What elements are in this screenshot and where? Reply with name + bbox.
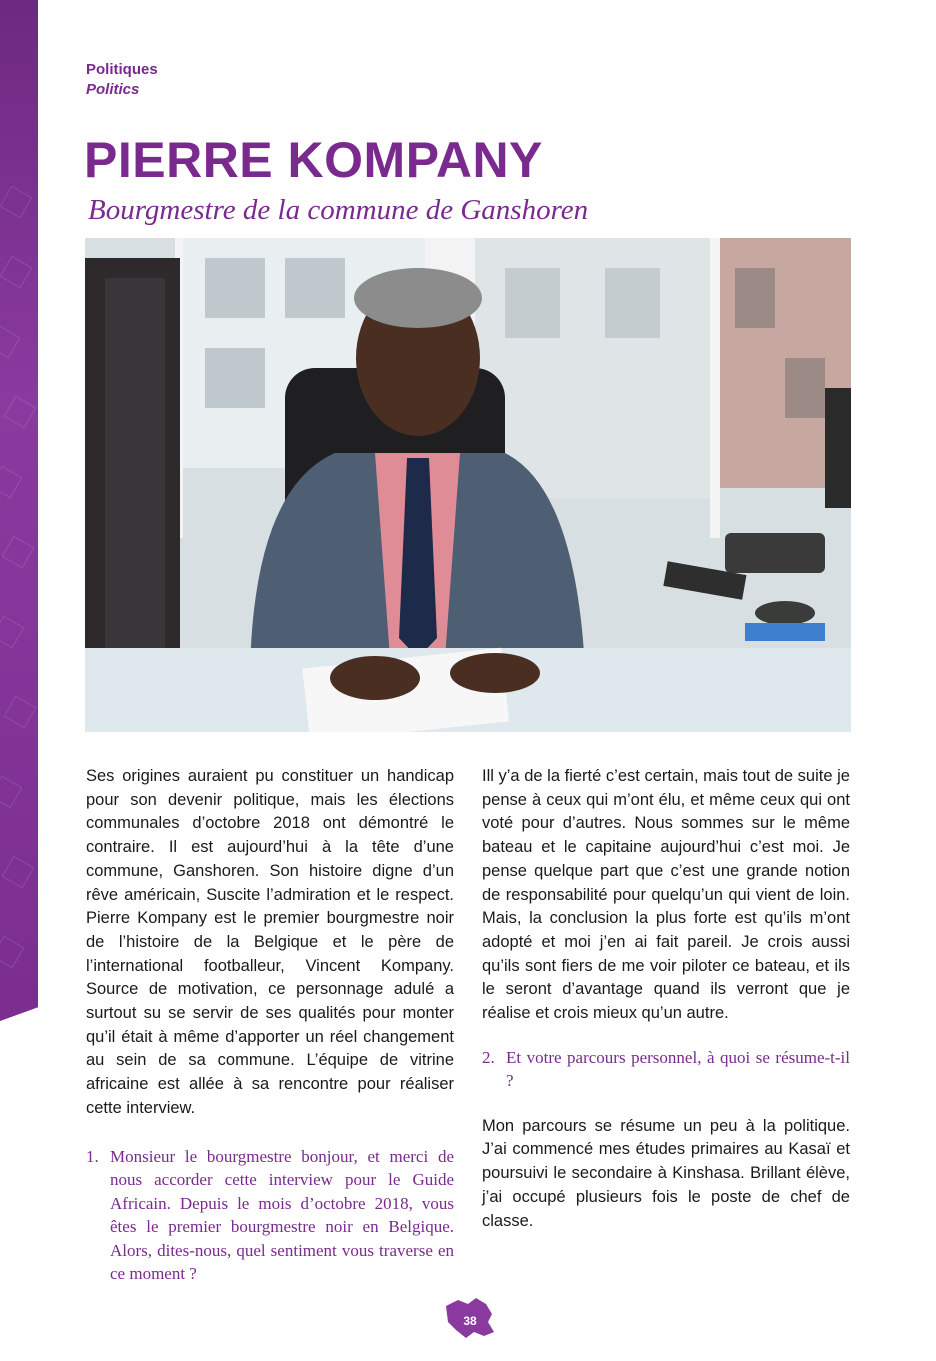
intro-paragraph: Ses origines auraient pu constituer un handicap pour son devenir politique, mais les élections communales d’octobre 2018 ont démontré le contraire. Il est aujourd’hui à la tête d’une commune, Ganshoren. Son histoire digne d’un rêve américain, Suscite l’admiration et le respect. Pierre Kompany est le premier bourgmestre noir de l’histoire de la Belgique et le père de l’international footballeur, Vincent Kompany. Source de motivation, ce personnage adulé a surtout su se servir de ses qualités pour monter qu’il était à même d’apporter un réel changement au sein de sa commune. L’équipe de vitrine africaine est allée à sa rencontre pour réaliser cette interview. [86, 767, 454, 1117]
section-label-en: Politics [86, 81, 140, 98]
decorative-side-band [0, 0, 38, 1005]
section-label-fr: Politiques [86, 61, 158, 78]
page-number-badge [440, 1292, 500, 1342]
question-2-number: 2. [482, 1047, 495, 1067]
question-1-text: Monsieur le bourgmestre bonjour, et merci de nous accorder cette interview pour le Guide Africain. Depuis le mois d’octobre 2018, vous êtes le premier bourgmestre noir en Belgique. Alors, dites-nous, quel sentiment vous traverse en ce moment ? [110, 1146, 454, 1284]
left-column [86, 765, 454, 1286]
article-title: PIERRE KOMPANY [84, 132, 543, 188]
question-1 [86, 1145, 454, 1286]
portrait-photo-icon [85, 238, 851, 732]
portrait-photo [85, 238, 851, 732]
answer-2-paragraph: Mon parcours se résume un peu à la politique. J’ai commencé mes études primaires au Kasaï et poursuivi le secondaire à Kinshasa. Brillant élève, j’ai occupé plusieurs fois le poste de chef de classe. [482, 1116, 850, 1230]
question-2 [482, 1046, 850, 1093]
section-label [86, 60, 158, 100]
question-2-text: Et votre parcours personnel, à quoi se résume-t-il ? [506, 1047, 850, 1091]
hexagon-pattern [0, 0, 38, 1005]
article-subtitle: Bourgmestre de la commune de Ganshoren [88, 194, 589, 226]
answer-1-paragraph: Ill y’a de la fierté c’est certain, mais tout de suite je pense à ceux qui m’ont élu, et même ceux qui ont voté pour d’autres. Nous sommes sur le même bateau et le capitaine aujourd’hui c’est moi. Je pense quelque part que c’est une grande notion de responsabilité pour quelqu’un qui vient de loin. Mais, la conclusion la plus forte est qu’ils m’ont adopté et moi j’en ai fait pareil. Je crois aussi qu’ils sont fiers de me voir piloter ce bateau, et ils le seront d’avantage quand ils verront que je réalise et crois mieux qu’un autre. [482, 767, 850, 1023]
page-number: 38 [463, 1314, 477, 1328]
right-column [482, 765, 850, 1233]
question-1-number: 1. [86, 1146, 99, 1166]
